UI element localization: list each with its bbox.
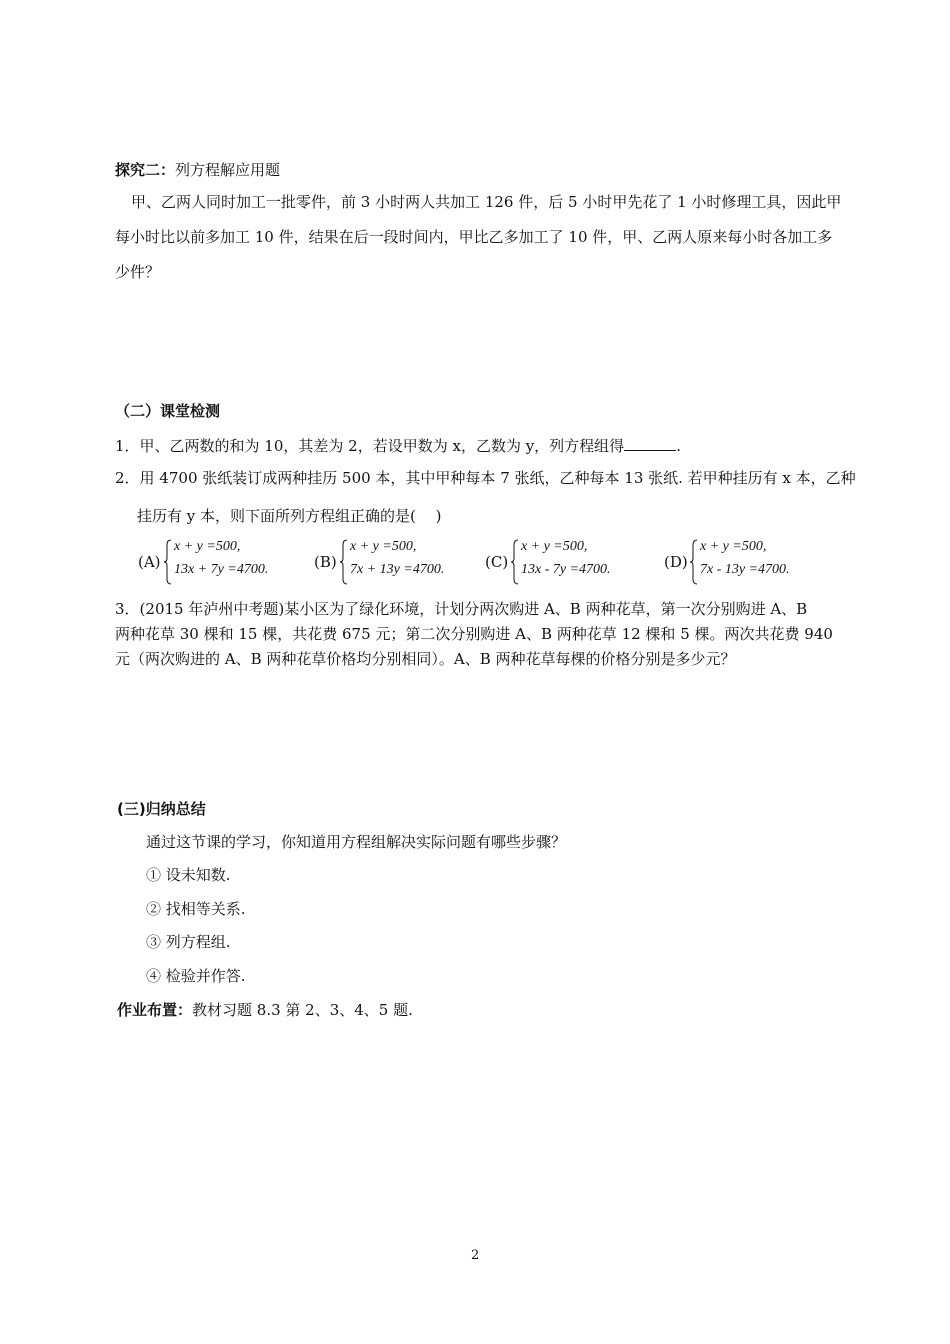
summary-step-1: ① 设未知数. [146, 866, 231, 884]
equation-1: x + y =500, [521, 539, 588, 554]
section2-title-bold: 探究二： [115, 161, 176, 179]
problem-line-1: 甲、乙两人同时加工一批零件，前 3 小时两人共加工 126 件，后 5 小时甲先花了 1 小时修理工具，因此甲 [131, 193, 842, 211]
question-1-text: 1．甲、乙两数的和为 10，其差为 2，若设甲数为 x，乙数为 y，列方程组得 [115, 437, 625, 455]
equation-1: x + y =500, [350, 539, 417, 554]
question-3-line-3: 元（两次购进的 A、B 两种花草价格均分别相同）。A、B 两种花草每棵的价格分别是多少元？ [115, 650, 736, 668]
question-1-end: . [676, 437, 681, 455]
option-label: (B) [314, 553, 337, 571]
brace-icon [511, 539, 519, 585]
brace-icon [164, 539, 172, 585]
problem-line-2: 每小时比以前多加工 10 件，结果在后一段时间内，甲比乙多加工了 10 件，甲、乙两人原来每小时各加工多 [115, 228, 833, 246]
question-2-line-2: 挂历有 y 本，则下面所列方程组正确的是( ) [137, 507, 442, 525]
homework-label: 作业布置： [117, 1001, 193, 1019]
problem-line-3: 少件？ [115, 263, 161, 281]
summary-step-3: ③ 列方程组. [146, 933, 231, 951]
equation-2: 7x - 13y =4700. [700, 562, 790, 577]
question-2-line-1: 2．用 4700 张纸装订成两种挂历 500 本，其中甲种每本 7 张纸，乙种每本 13 张纸. 若甲种挂历有 x 本，乙种 [115, 469, 856, 487]
question-3-line-2: 两种花草 30 棵和 15 棵，共花费 675 元；第二次分别购进 A、B 两种花草 12 棵和 5 棵。两次共花费 940 [115, 625, 833, 643]
summary-question: 通过这节课的学习，你知道用方程组解决实际问题有哪些步骤？ [146, 833, 567, 851]
check-heading: （二）课堂检测 [115, 402, 221, 420]
page-number: 2 [471, 1248, 480, 1263]
answer-options [138, 538, 858, 586]
equation-2: 13x + 7y =4700. [174, 562, 269, 577]
summary-heading: (三)归纳总结 [117, 800, 206, 818]
option-label: (A) [138, 553, 161, 571]
equation-2: 13x - 7y =4700. [521, 562, 611, 577]
section2-title-rest: 列方程解应用题 [175, 161, 281, 179]
answer-blank [624, 438, 676, 451]
homework [117, 1003, 413, 1018]
option-label: (D) [664, 553, 688, 571]
summary-step-2: ② 找相等关系. [146, 900, 246, 918]
section2-title [115, 163, 280, 178]
option-label: (C) [485, 553, 509, 571]
question-1 [115, 438, 681, 454]
brace-icon [340, 539, 348, 585]
brace-icon [690, 539, 698, 585]
equation-1: x + y =500, [174, 539, 241, 554]
equation-1: x + y =500, [700, 539, 767, 554]
equation-2: 7x + 13y =4700. [350, 562, 445, 577]
question-3-line-1: 3．(2015 年泸州中考题)某小区为了绿化环境，计划分两次购进 A、B 两种花草，第一次分别购进 A、B [115, 600, 808, 618]
summary-step-4: ④ 检验并作答. [146, 967, 246, 985]
homework-text: 教材习题 8.3 第 2、3、4、5 题. [192, 1001, 413, 1019]
